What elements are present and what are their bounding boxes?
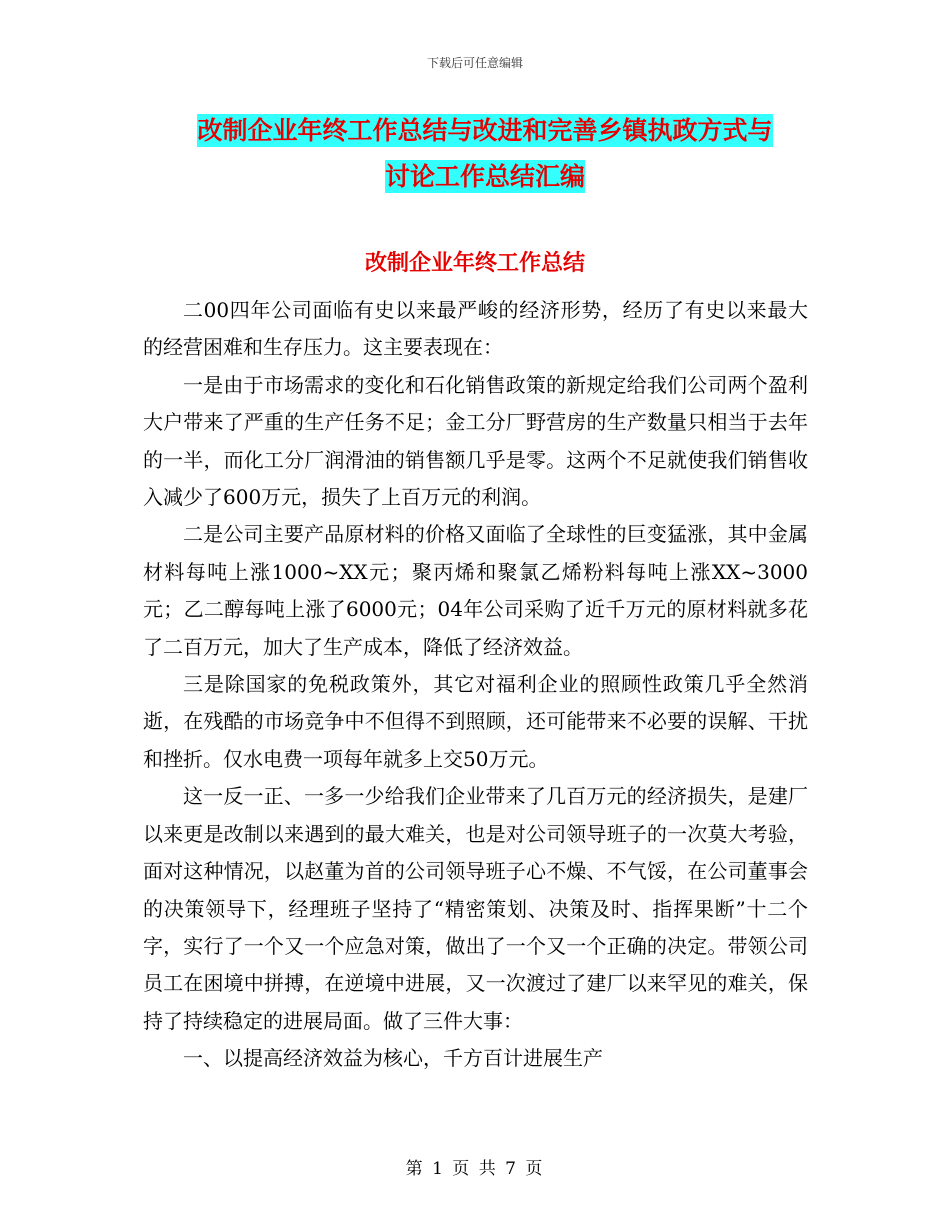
paragraph: 这一反一正、一多一少给我们企业带来了几百万元的经济损失，是建厂以来更是改制以来遇到的最大难关，也是对公司领导班子的一次莫大考验，面对这种情况，以赵董为首的公司领导班子心不燥、不气馁，在公司董事会的决策领导下，经理班子坚持了“精密策划、决策及时、指挥果断”十二个字，实行了一个又一个应急对策，做出了一个又一个正确的决定。带领公司员工在困境中拼搏，在逆境中进展，又一次渡过了建厂以来罕见的难关，保持了持续稳定的进展局面。做了三件大事：: [143, 784, 808, 1033]
paragraph: 三是除国家的免税政策外，其它对福利企业的照顾性政策几乎全然消逝，在残酷的市场竞争中不但得不到照顾，还可能带来不必要的误解、干扰和挫折。仅水电费一项每年就多上交50万元。: [143, 672, 808, 771]
header-note: 下载后可任意编辑: [426, 56, 523, 70]
paragraph: 一是由于市场需求的变化和石化销售政策的新规定给我们公司两个盈利大户带来了严重的生产任务不足；金工分厂野营房的生产数量只相当于去年的一半，而化工分厂润滑油的销售额几乎是零。这两个不足就使我们销售收入减少了600万元，损失了上百万元的利润。: [143, 372, 808, 510]
paragraph: 二00四年公司面临有史以来最严峻的经济形势，经历了有史以来最大的经营困难和生存压力。这主要表现在：: [143, 298, 808, 360]
document-title: [145, 108, 825, 200]
document-title-line-2: 讨论工作总结汇编: [384, 162, 585, 191]
section-title: 改制企业年终工作总结: [364, 251, 585, 276]
body-text: [143, 292, 808, 1078]
paragraph: 一、以提高经济效益为核心，千方百计进展生产: [183, 1046, 603, 1071]
page-footer: 第 1 页 共 7 页: [405, 1159, 545, 1179]
paragraph: 二是公司主要产品原材料的价格又面临了全球性的巨变猛涨，其中金属材料每吨上涨1000~XX元；聚丙烯和聚氯乙烯粉料每吨上涨XX~3000元；乙二醇每吨上涨了6000元；04年公司采购了近千万元的原材料就多花了二百万元，加大了生产成本，降低了经济效益。: [143, 522, 808, 659]
document-title-line-1: 改制企业年终工作总结与改进和完善乡镇执政方式与: [197, 116, 773, 145]
